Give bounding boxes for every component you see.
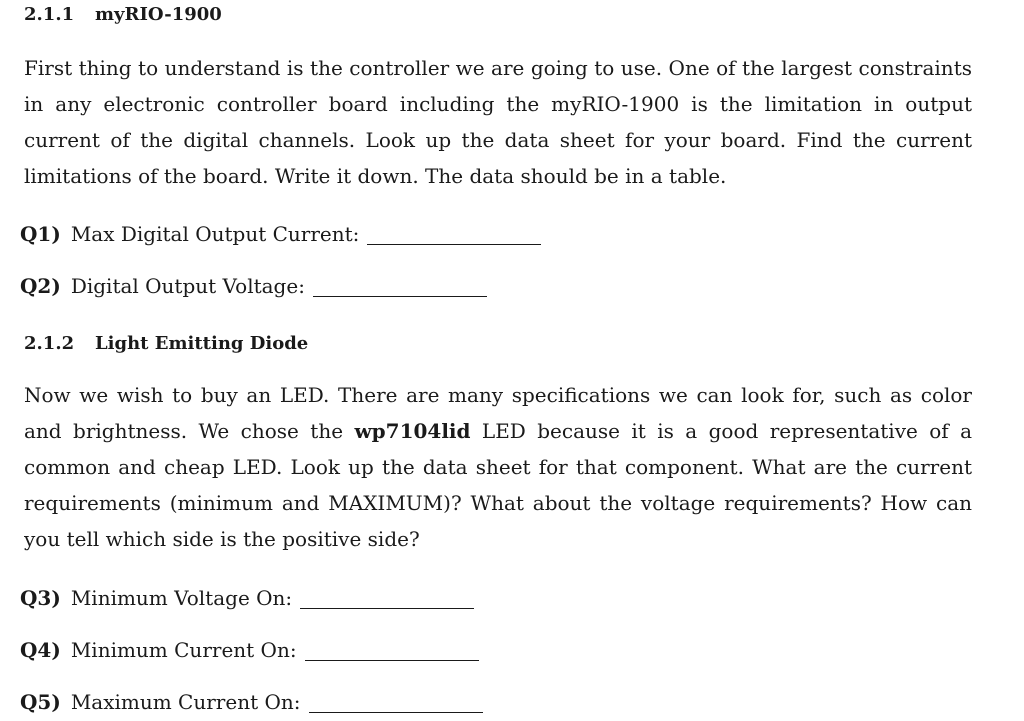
- section-number: 2.1.1: [24, 4, 75, 25]
- question-label: Q1): [20, 222, 61, 246]
- question-text: Minimum Voltage On:: [70, 586, 293, 610]
- paragraph-line: Now we wish to buy an LED. There are many specifications we can look for, such as color: [24, 383, 972, 407]
- question-text: Digital Output Voltage:: [70, 274, 305, 298]
- question-q5: [20, 686, 483, 714]
- answer-blank-q1[interactable]: [367, 222, 541, 245]
- question-q3: [20, 582, 474, 610]
- question-text: Maximum Current On:: [70, 690, 301, 714]
- section-heading-led: [24, 333, 308, 354]
- paragraph-line: limitations of the board. Write it down. The data should be in a table.: [24, 164, 727, 188]
- answer-blank-q5[interactable]: [309, 690, 483, 713]
- question-text: Minimum Current On:: [70, 638, 297, 662]
- paragraph-line: common and cheap LED. Look up the data sheet for that component. What are the current: [24, 455, 972, 479]
- paragraph-line: [24, 413, 972, 449]
- question-q1: [20, 218, 541, 246]
- myrio-paragraph: [24, 50, 972, 194]
- section-heading-myrio: [24, 4, 222, 25]
- answer-blank-q2[interactable]: [313, 274, 487, 297]
- section-number: 2.1.2: [24, 333, 75, 354]
- paragraph-line: current of the digital channels. Look up the data sheet for your board. Find the current: [24, 128, 972, 152]
- paragraph-line: First thing to understand is the controller we are going to use. One of the largest constraints: [24, 56, 972, 80]
- question-label: Q3): [20, 586, 61, 610]
- answer-blank-q3[interactable]: [300, 586, 474, 609]
- question-label: Q2): [20, 274, 61, 298]
- paragraph-line: in any electronic controller board including the myRIO-1900 is the limitation in output: [24, 92, 972, 116]
- section-title: Light Emitting Diode: [95, 333, 309, 354]
- paragraph-text: and brightness. We chose the: [24, 419, 344, 443]
- question-q4: [20, 634, 479, 662]
- question-label: Q4): [20, 638, 61, 662]
- answer-blank-q4[interactable]: [305, 638, 479, 661]
- section-title: myRIO-1900: [95, 4, 222, 25]
- paragraph-text: LED because it is a good representative of a: [481, 419, 972, 443]
- question-text: Max Digital Output Current:: [70, 222, 360, 246]
- led-paragraph: [24, 377, 972, 557]
- paragraph-line: requirements (minimum and MAXIMUM)? What about the voltage requirements? How can: [24, 491, 972, 515]
- question-q2: [20, 270, 487, 298]
- question-label: Q5): [20, 690, 61, 714]
- led-part-number: wp7104lid: [354, 419, 471, 443]
- paragraph-line: you tell which side is the positive side?: [24, 527, 420, 551]
